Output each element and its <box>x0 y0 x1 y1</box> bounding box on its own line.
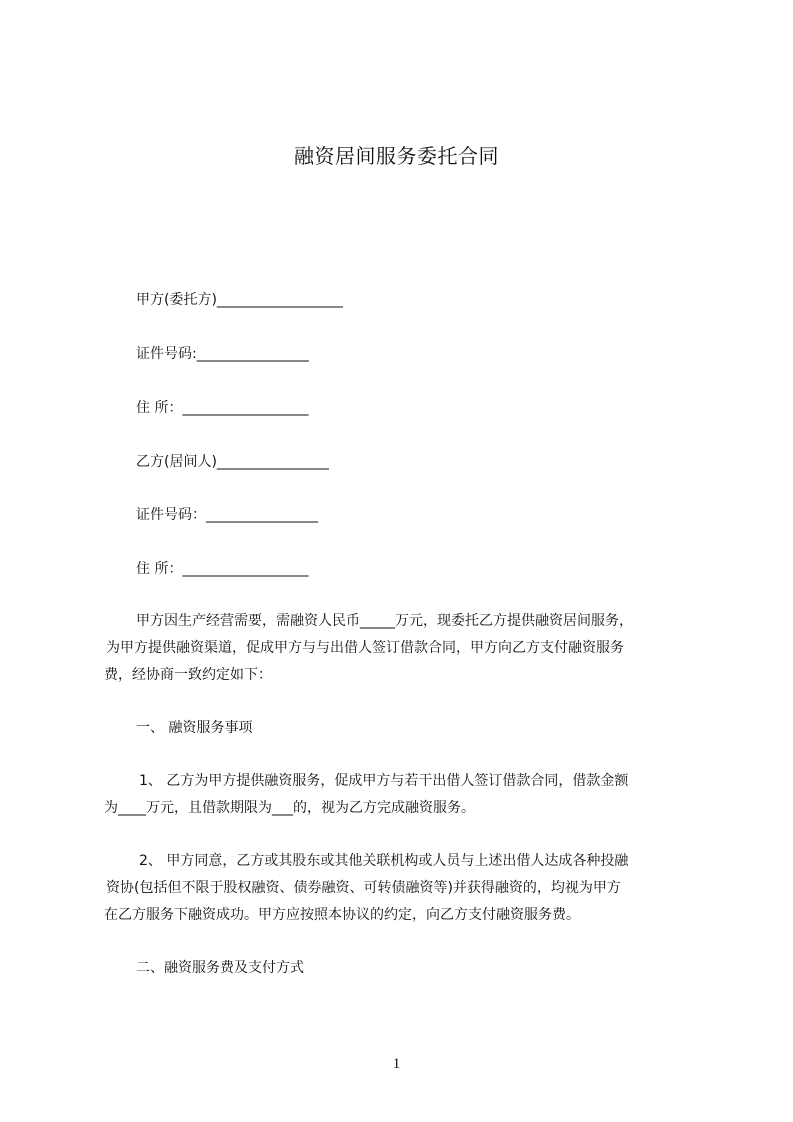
section-1-heading: 一、 融资服务事项 <box>136 720 253 736</box>
party-b-field: 乙方(居间人)________________ <box>136 454 329 470</box>
party-a-id-field: 证件号码:________________ <box>136 346 309 362</box>
clause-1-line-2: 为____万元，且借款期限为___的，视为乙方完成融资服务。 <box>104 800 475 816</box>
page-number: 1 <box>392 1056 401 1072</box>
party-b-id-field: 证件号码：________________ <box>136 507 318 523</box>
intro-line-2: 为甲方提供融资渠道，促成甲方与与出借人签订借款合同，甲方向乙方支付融资服务 <box>106 640 624 656</box>
section-2-heading: 二、融资服务费及支付方式 <box>136 960 304 976</box>
clause-2-line-1: 2、 甲方同意，乙方或其股东或其他关联机构或人员与上述出借人达成各种投融 <box>139 853 629 869</box>
clause-2-line-3: 在乙方服务下融资成功。甲方应按照本协议的约定，向乙方支付融资服务费。 <box>104 907 580 923</box>
clause-2-line-2: 资协(包括但不限于股权融资、债券融资、可转债融资等)并获得融资的，均视为甲方 <box>106 880 621 896</box>
party-b-address-field: 住 所：__________________ <box>136 561 309 577</box>
intro-line-1: 甲方因生产经营需要，需融资人民币_____万元，现委托乙方提供融资居间服务， <box>136 613 633 629</box>
party-a-address-field: 住 所：__________________ <box>136 400 309 416</box>
intro-line-3: 费，经协商一致约定如下： <box>104 667 272 683</box>
document-title: 融资居间服务委托合同 <box>294 144 499 168</box>
party-a-field: 甲方(委托方)__________________ <box>136 292 343 308</box>
clause-1-line-1: 1、 乙方为甲方提供融资服务，促成甲方与若干出借人签订借款合同，借款金额 <box>139 773 629 789</box>
